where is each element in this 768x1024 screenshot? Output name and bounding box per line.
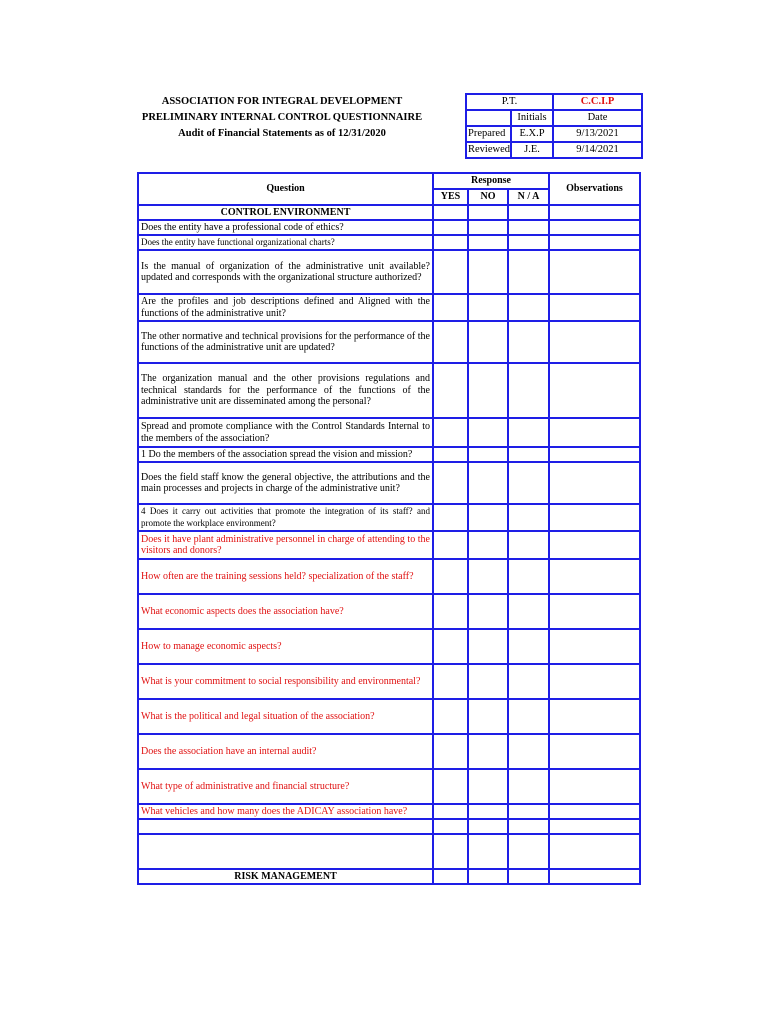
table-row (138, 734, 640, 769)
question-text: What vehicles and how many does the ADICAY association have? (138, 804, 433, 819)
date-header: Date (553, 110, 642, 126)
yes-cell[interactable] (433, 769, 468, 804)
no-cell[interactable] (468, 559, 508, 594)
question-rows (138, 220, 640, 834)
question-text: The other normative and technical provisions for the performance of the functions of the administrative unit are updated? (138, 321, 433, 363)
question-text: Are the profiles and job descriptions defined and Aligned with the functions of the administrative unit? (138, 294, 433, 321)
questionnaire-title: PRELIMINARY INTERNAL CONTROL QUESTIONNAIRE (141, 112, 423, 123)
table-row (138, 834, 640, 869)
question-text: 1 Do the members of the association spread the vision and mission? (138, 447, 433, 462)
na-cell[interactable] (508, 559, 549, 594)
no-cell[interactable] (468, 769, 508, 804)
pt-box (465, 93, 643, 159)
question-text: Does the entity have a professional code of ethics? (138, 220, 433, 235)
no-cell[interactable] (468, 594, 508, 629)
table-row (138, 629, 640, 664)
table-row (138, 699, 640, 734)
pt-blank (466, 110, 511, 126)
observations-cell[interactable] (549, 804, 640, 819)
observations-cell[interactable] (549, 819, 640, 834)
question-text: The organization manual and the other provisions regulations and technical standards for the performance of the functions of the administrative unit are disseminated among the personal? (138, 363, 433, 418)
no-cell[interactable] (468, 447, 508, 462)
table-row (138, 418, 640, 447)
question-header: Question (138, 173, 433, 205)
table-row (138, 504, 640, 531)
no-cell[interactable] (468, 819, 508, 834)
question-text: How to manage economic aspects? (138, 629, 433, 664)
observations-cell[interactable] (549, 629, 640, 664)
no-cell[interactable] (468, 504, 508, 531)
table-row (138, 594, 640, 629)
na-cell[interactable] (508, 594, 549, 629)
question-text: What economic aspects does the association have? (138, 594, 433, 629)
na-cell[interactable] (508, 769, 549, 804)
observations-cell[interactable] (549, 594, 640, 629)
na-header: N / A (508, 189, 549, 205)
yes-cell[interactable] (433, 559, 468, 594)
table-row (138, 664, 640, 699)
no-cell[interactable] (468, 834, 508, 869)
observations-cell[interactable] (549, 418, 640, 447)
observations-cell[interactable] (549, 363, 640, 418)
observations-cell[interactable] (549, 504, 640, 531)
yes-cell[interactable] (433, 321, 468, 363)
no-cell[interactable] (468, 699, 508, 734)
table-row (138, 447, 640, 462)
na-cell[interactable] (508, 418, 549, 447)
yes-cell[interactable] (433, 629, 468, 664)
no-cell[interactable] (468, 220, 508, 235)
no-cell[interactable] (468, 869, 508, 884)
table-row (138, 559, 640, 594)
question-text: Does the entity have functional organizational charts? (138, 235, 433, 250)
table-row (138, 220, 640, 235)
no-cell[interactable] (468, 418, 508, 447)
yes-cell[interactable] (433, 363, 468, 418)
questionnaire-table (137, 172, 641, 885)
yes-cell[interactable] (433, 834, 468, 869)
yes-cell[interactable] (433, 462, 468, 504)
no-cell[interactable] (468, 205, 508, 220)
reviewed-date: 9/14/2021 (553, 142, 642, 158)
na-cell[interactable] (508, 629, 549, 664)
observations-cell[interactable] (549, 559, 640, 594)
question-text: What is your commitment to social responsibility and environmental? (138, 664, 433, 699)
yes-cell[interactable] (433, 819, 468, 834)
yes-cell[interactable] (433, 594, 468, 629)
yes-cell[interactable] (433, 804, 468, 819)
table-row (138, 321, 640, 363)
prepared-initials: E.X.P (511, 126, 553, 142)
section-risk-management: RISK MANAGEMENT (138, 869, 433, 884)
yes-cell[interactable] (433, 418, 468, 447)
table-row (138, 531, 640, 559)
observations-cell[interactable] (549, 250, 640, 294)
org-title: ASSOCIATION FOR INTEGRAL DEVELOPMENT (161, 96, 403, 107)
na-cell[interactable] (508, 869, 549, 884)
observations-cell[interactable] (549, 220, 640, 235)
no-header: NO (468, 189, 508, 205)
no-cell[interactable] (468, 804, 508, 819)
question-text: What type of administrative and financial structure? (138, 769, 433, 804)
na-cell[interactable] (508, 531, 549, 559)
table-row (138, 363, 640, 418)
na-cell[interactable] (508, 205, 549, 220)
yes-cell[interactable] (433, 294, 468, 321)
yes-cell[interactable] (433, 504, 468, 531)
table-row (138, 250, 640, 294)
yes-cell[interactable] (433, 664, 468, 699)
no-cell[interactable] (468, 321, 508, 363)
observations-header: Observations (549, 173, 640, 205)
no-cell[interactable] (468, 734, 508, 769)
section-control-environment: CONTROL ENVIRONMENT (138, 205, 433, 220)
na-cell[interactable] (508, 363, 549, 418)
table-row (138, 769, 640, 804)
observations-cell[interactable] (549, 205, 640, 220)
no-cell[interactable] (468, 629, 508, 664)
question-text (138, 819, 433, 834)
no-cell[interactable] (468, 531, 508, 559)
na-cell[interactable] (508, 250, 549, 294)
na-cell[interactable] (508, 294, 549, 321)
na-cell[interactable] (508, 462, 549, 504)
observations-cell[interactable] (549, 447, 640, 462)
table-row (138, 804, 640, 819)
observations-cell[interactable] (549, 699, 640, 734)
yes-header: YES (433, 189, 468, 205)
prepared-label: Prepared (466, 126, 511, 142)
yes-cell[interactable] (433, 531, 468, 559)
observations-cell[interactable] (549, 769, 640, 804)
observations-cell[interactable] (549, 294, 640, 321)
table-row (138, 235, 640, 250)
yes-cell[interactable] (433, 447, 468, 462)
na-cell[interactable] (508, 235, 549, 250)
observations-cell[interactable] (549, 321, 640, 363)
na-cell[interactable] (508, 834, 549, 869)
na-cell[interactable] (508, 734, 549, 769)
question-text: Does the field staff know the general objective, the attributions and the main processes and projects in charge of the administrative unit? (138, 462, 433, 504)
no-cell[interactable] (468, 664, 508, 699)
audit-subtitle: Audit of Financial Statements as of 12/31/2020 (178, 128, 386, 139)
observations-cell[interactable] (549, 869, 640, 884)
question-text: 4 Does it carry out activities that promote the integration of its staff? and promote the workplace environment? (138, 504, 433, 531)
question-text: What is the political and legal situation of the association? (138, 699, 433, 734)
yes-cell[interactable] (433, 734, 468, 769)
initials-header: Initials (511, 110, 553, 126)
observations-cell[interactable] (549, 734, 640, 769)
observations-cell[interactable] (549, 834, 640, 869)
observations-cell[interactable] (549, 664, 640, 699)
yes-cell[interactable] (433, 220, 468, 235)
no-cell[interactable] (468, 462, 508, 504)
pt-label: P.T. (466, 94, 553, 110)
no-cell[interactable] (468, 294, 508, 321)
question-text: Does the association have an internal audit? (138, 734, 433, 769)
na-cell[interactable] (508, 804, 549, 819)
na-cell[interactable] (508, 504, 549, 531)
response-header: Response (433, 173, 549, 189)
table-row (138, 819, 640, 834)
yes-cell[interactable] (433, 205, 468, 220)
no-cell[interactable] (468, 235, 508, 250)
yes-cell[interactable] (433, 869, 468, 884)
table-row (138, 294, 640, 321)
no-cell[interactable] (468, 250, 508, 294)
reviewed-label: Reviewed (466, 142, 511, 158)
reviewed-initials: J.E. (511, 142, 553, 158)
question-text: Does it have plant administrative personnel in charge of attending to the visitors and donors? (138, 531, 433, 559)
na-cell[interactable] (508, 664, 549, 699)
na-cell[interactable] (508, 699, 549, 734)
observations-cell[interactable] (549, 235, 640, 250)
yes-cell[interactable] (433, 235, 468, 250)
na-cell[interactable] (508, 447, 549, 462)
no-cell[interactable] (468, 363, 508, 418)
yes-cell[interactable] (433, 250, 468, 294)
pt-code: C.C.I.P (553, 94, 642, 110)
na-cell[interactable] (508, 321, 549, 363)
question-text: How often are the training sessions held? specialization of the staff? (138, 559, 433, 594)
question-text: Spread and promote compliance with the Control Standards Internal to the members of the association? (138, 418, 433, 447)
na-cell[interactable] (508, 220, 549, 235)
observations-cell[interactable] (549, 462, 640, 504)
na-cell[interactable] (508, 819, 549, 834)
observations-cell[interactable] (549, 531, 640, 559)
table-row (138, 462, 640, 504)
question-text: Is the manual of organization of the administrative unit available? updated and corresponds with the organizational structure authorized? (138, 250, 433, 294)
prepared-date: 9/13/2021 (553, 126, 642, 142)
yes-cell[interactable] (433, 699, 468, 734)
